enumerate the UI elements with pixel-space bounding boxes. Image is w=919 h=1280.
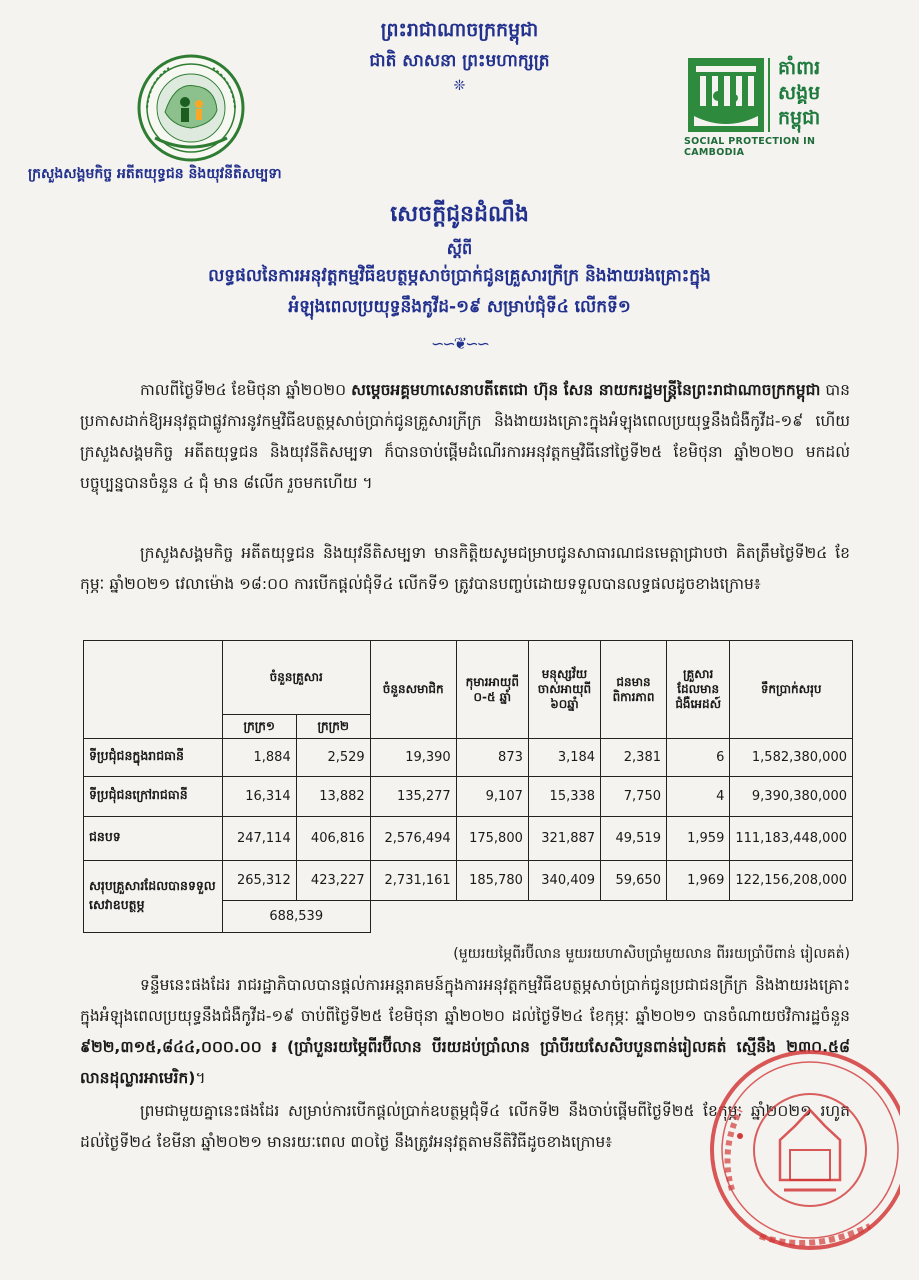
total-poor2: 423,227 [296, 861, 370, 901]
cell-disabled: 2,381 [601, 739, 667, 777]
cell-elderly: 3,184 [528, 739, 600, 777]
cell-poor1: 1,884 [222, 739, 296, 777]
ministry-name: ក្រសួងសង្គមកិច្ច អតីតយុទ្ធជន និងយុវនីតិសម្បទា [28, 166, 282, 182]
total-members: 2,731,161 [370, 861, 456, 901]
cell-hiv: 1,959 [666, 817, 729, 861]
official-stamp [700, 1040, 900, 1260]
cell-poor2: 2,529 [296, 739, 370, 777]
table-row [84, 817, 853, 861]
cell-members: 2,576,494 [370, 817, 456, 861]
table-header-hiv: គ្រួសារដែលមានជំងឺអេដស៍ [666, 641, 729, 739]
paragraph-text: កាលពីថ្ងៃទី២៤ ខែមិថុនា ឆ្នាំ២០២០ [140, 381, 352, 399]
cell-money: 111,183,448,000 [730, 817, 853, 861]
cell-poor2: 406,816 [296, 817, 370, 861]
total-money: 122,156,208,000 [730, 861, 853, 901]
notice-subject-line1: លទ្ធផលនៃការអនុវត្តកម្មវិធីឧបត្ថម្ភសាច់ប្រាក់ជូនគ្រួសារក្រីក្រ និងងាយរងគ្រោះក្នុង [208, 266, 711, 286]
paragraph-text: បានប្រកាសដាក់ឱ្យអនុវត្តជាផ្លូវការនូវកម្មវិធីឧបត្ថម្ភសាច់ប្រាក់ជូនគ្រួសារក្រីក្រ និងងាយរងគ្រោះក្នុងអំឡុងពេលប្រយុទ្ធនឹងជំងឺកូវីដ-១៩ ហើយក្រសួងសង្គមកិច្ច អតីតយុទ្ធជន និងយុវនីតិសម្បទា ក៏បានចាប់ផ្តើមដំណើរការអនុវត្តកម្មវិធីនៅថ្ងៃទី២៥ ខែមិថុនា ឆ្នាំ២០២០ មកដល់បច្ចុប្បន្នបានចំនួន ៤ ជុំ មាន ៨លើក រួចមកហើយ ។ [80, 381, 850, 492]
table-header-poor2: ក្រក្រ២ [296, 715, 370, 739]
total-children: 185,780 [456, 861, 528, 901]
cell-money: 1,582,380,000 [730, 739, 853, 777]
social-protection-caption: SOCIAL PROTECTION IN CAMBODIA [684, 136, 816, 158]
cell-members: 135,277 [370, 777, 456, 817]
notice-title: សេចក្តីជូនដំណឹង [390, 202, 529, 227]
kingdom-heading: ព្រះរាជាណាចក្រកម្ពុជា [380, 19, 539, 41]
cell-elderly: 321,887 [528, 817, 600, 861]
cell-poor1: 16,314 [222, 777, 296, 817]
paragraph-announcement [80, 375, 850, 499]
row-label: ទីប្រជុំជនក្រៅរាជធានី [84, 777, 223, 817]
national-motto: ជាតិ សាសនា ព្រះមហាក្សត្រ [369, 51, 550, 71]
expenditure-amount: ៩២២,៣១៥,៨៤៤,០០០.០០ ៛ (ប្រាំបួនរយម្ភៃពីរប៊ីលាន បីរយដប់ប្រាំលាន ប្រាំបីរយសែសិបបួនពាន់រៀលគត់ ស្មើនឹង ២៣០.៥៨ លានដុល្លារអាមេរិក) [80, 1038, 850, 1087]
title-ornament: ∽∽❦∽∽ [430, 334, 489, 353]
cell-disabled: 49,519 [601, 817, 667, 861]
total-disabled: 59,650 [601, 861, 667, 901]
paragraph-text: ទន្ទឹមនេះផងដែរ រាជរដ្ឋាភិបាលបានផ្តល់ការអន្តរាគមន៍ក្នុងការអនុវត្តកម្មវិធីឧបត្ថម្ភសាច់ប្រាក់ជូនប្រជាជនក្រីក្រ និងងាយរងគ្រោះក្នុងអំឡុងពេលប្រយុទ្ធនឹងជំងឺកូវីដ-១៩ ចាប់ពីថ្ងៃទី២៥ ខែមិថុនា ឆ្នាំ២០២០ ដល់ថ្ងៃទី២៤ ខែកុម្ភៈ ឆ្នាំ២០២១ បានចំណាយថវិការដ្ឋចំនួន [80, 976, 850, 1025]
paragraph-text: ព្រមជាមួយគ្នានេះផងដែរ សម្រាប់ការបើកផ្តល់ប្រាក់ឧបត្ថម្ភជុំទី៤ លើកទី២ នឹងចាប់ផ្តើមពីថ្ងៃទី២៥ ខែកុម្ភៈ ឆ្នាំ២០២១ រហូតដល់ថ្ងៃទី២៤ ខែមីនា ឆ្នាំ២០២១ មានរយៈពេល ៣០ថ្ងៃ នឹងត្រូវអនុវត្តតាមនីតិវិធីដូចខាងក្រោម៖ [80, 1102, 850, 1151]
paragraph-results-intro [80, 538, 850, 600]
cell-hiv: 6 [666, 739, 729, 777]
table-header-elderly: មនុស្សវ័យចាស់អាយុពី ៦០ឆ្នាំ [528, 641, 600, 739]
cell-children: 9,107 [456, 777, 528, 817]
header-ornament: ❊ [453, 78, 466, 94]
cell-hiv: 4 [666, 777, 729, 817]
table-header-total-money: ទឹកប្រាក់សរុប [730, 641, 853, 739]
table-header-children: កុមារអាយុពី ០-៥ ឆ្នាំ [456, 641, 528, 739]
total-poor1: 265,312 [222, 861, 296, 901]
cell-money: 9,390,380,000 [730, 777, 853, 817]
prime-minister-name: សម្តេចអគ្គមហាសេនាបតីតេជោ ហ៊ុន សែន នាយករដ្ឋមន្ត្រីនៃព្រះរាជាណាចក្រកម្ពុជា [351, 381, 821, 399]
total-elderly: 340,409 [528, 861, 600, 901]
table-row [84, 739, 853, 777]
notice-subject-line2: អំឡុងពេលប្រយុទ្ធនឹងកូវីដ-១៩ សម្រាប់ជុំទី៤ លើកទី១ [288, 297, 631, 317]
cell-children: 873 [456, 739, 528, 777]
table-header-disabled: ជនមានពិការភាព [601, 641, 667, 739]
row-label: ជនបទ [84, 817, 223, 861]
total-row-label: សរុបគ្រួសារដែលបានទទួលសេវាឧបត្ថម្ភ [84, 861, 223, 933]
total-combined-families: 688,539 [222, 901, 370, 933]
cell-members: 19,390 [370, 739, 456, 777]
cell-poor2: 13,882 [296, 777, 370, 817]
amount-in-words-note: (មួយរយម្ភៃពីរប៊ីលាន មួយរយហាសិបប្រាំមួយលាន ពីររយប្រាំបីពាន់ រៀលគត់) [453, 946, 850, 962]
table-blank-cell [370, 901, 852, 933]
table-header-blank [84, 641, 223, 739]
table-header-poor1: ក្រក្រ១ [222, 715, 296, 739]
notice-subject-label: ស្តីពី [446, 239, 473, 258]
cell-elderly: 15,338 [528, 777, 600, 817]
social-protection-logo-text: គាំពារ សង្គម កម្ពុជា [778, 57, 821, 129]
table-header-members: ចំនួនសមាជិក [370, 641, 456, 739]
table-header-families: ចំនួនគ្រួសារ [222, 641, 370, 715]
results-table [83, 640, 853, 933]
total-hiv: 1,969 [666, 861, 729, 901]
table-total-row [84, 861, 853, 901]
cell-poor1: 247,114 [222, 817, 296, 861]
table-row [84, 777, 853, 817]
paragraph-text: ។ [195, 1069, 206, 1087]
row-label: ទីប្រជុំជនក្នុងរាជធានី [84, 739, 223, 777]
paragraph-text: ក្រសួងសង្គមកិច្ច អតីតយុទ្ធជន និងយុវនីតិសម្បទា មានកិត្តិយសូមជម្រាបជូនសាធារណជនមេត្តាជ្រាបថា គិតត្រឹមថ្ងៃទី២៤ ខែកុម្ភៈ ឆ្នាំ២០២១ វេលាម៉ោង ១៨:០០ ការបើកផ្តល់ជុំទី៤ លើកទី១ ត្រូវបានបញ្ចប់ដោយទទួលបានលទ្ធផលដូចខាងក្រោម៖ [80, 544, 850, 593]
cell-children: 175,800 [456, 817, 528, 861]
cell-disabled: 7,750 [601, 777, 667, 817]
